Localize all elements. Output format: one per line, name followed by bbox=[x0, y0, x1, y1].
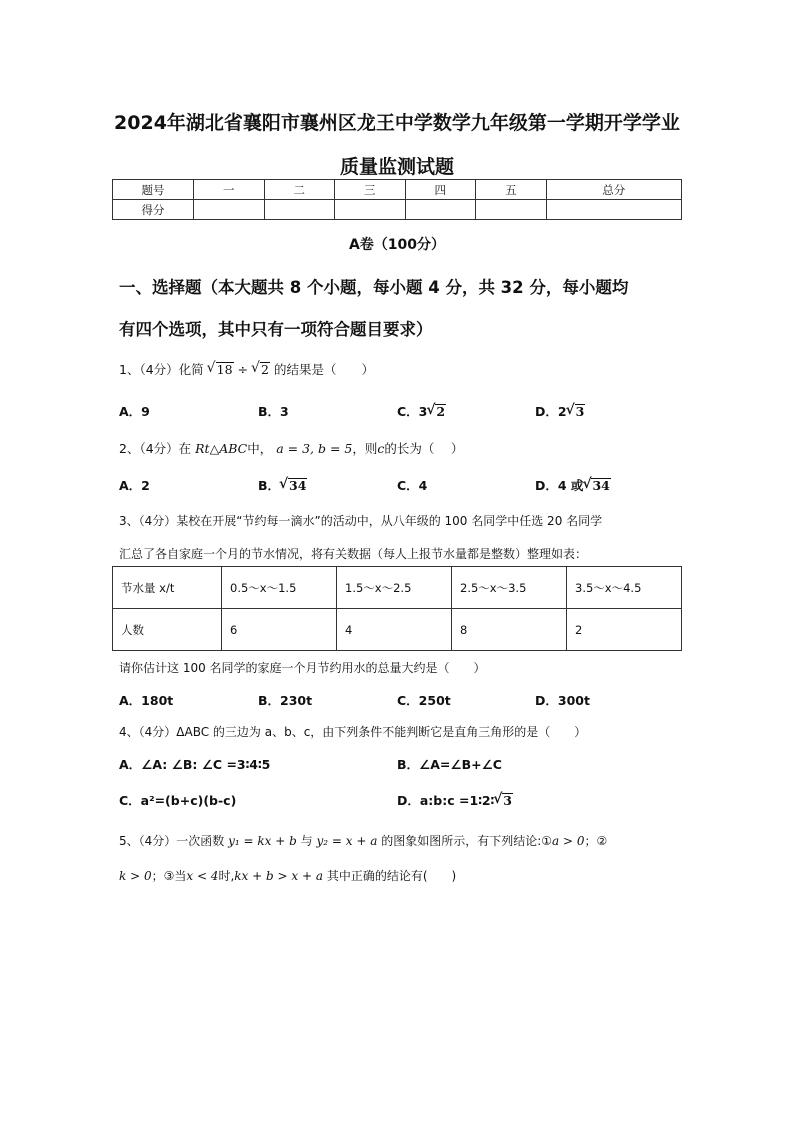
q2-option-a: A．2 bbox=[119, 478, 150, 493]
water-table-cell: 8 bbox=[452, 609, 567, 651]
q1-radical-2: √ 2 bbox=[260, 362, 270, 377]
score-cell: 二 bbox=[264, 180, 335, 200]
score-table-score-row bbox=[113, 200, 682, 220]
water-table-cell: 1.5～x～2.5 bbox=[337, 567, 452, 609]
question-2-stem bbox=[119, 439, 463, 457]
section-heading-line2: 有四个选项，其中只有一项符合题目要求） bbox=[119, 320, 433, 339]
q2-prefix: 2、（4分）在 bbox=[119, 441, 192, 456]
score-cell: 一 bbox=[194, 180, 265, 200]
score-cell: 总分 bbox=[546, 180, 681, 200]
q2-option-c: C．4 bbox=[397, 478, 428, 493]
q2-then: ，则 bbox=[352, 441, 378, 456]
score-input-cell bbox=[546, 200, 681, 220]
volume-heading: A卷（100分） bbox=[348, 237, 446, 253]
q1-option-d-prefix: D．2 bbox=[535, 404, 567, 419]
water-table-cell: 0.5～x～1.5 bbox=[222, 567, 337, 609]
q5-and: 与 bbox=[300, 834, 313, 848]
q1-option-d bbox=[535, 402, 585, 420]
question-1-stem bbox=[119, 360, 374, 378]
q3-option-b: B．230t bbox=[258, 693, 313, 708]
q5-conclusion-1: a > 0 bbox=[552, 834, 585, 848]
score-input-cell bbox=[476, 200, 547, 220]
q2-option-b-radical: √ 34 bbox=[288, 478, 307, 493]
q4-option-d bbox=[397, 791, 513, 809]
score-cell: 题号 bbox=[113, 180, 194, 200]
score-input-cell bbox=[335, 200, 406, 220]
q2-suffix: 的长为（ ） bbox=[384, 441, 464, 456]
question-5-line1 bbox=[119, 832, 607, 849]
score-cell: 五 bbox=[476, 180, 547, 200]
q5-conclusion-3-inequality: kx + b > x + a bbox=[234, 869, 323, 883]
q5-separator: ；② bbox=[584, 834, 608, 848]
q2-triangle: Rt△ABC bbox=[195, 441, 248, 456]
exam-title-line2: 质量监测试题 bbox=[339, 156, 454, 178]
q5-conclusion-3-when: 时, bbox=[218, 869, 235, 883]
q1-option-c bbox=[397, 402, 446, 420]
q2-option-b bbox=[258, 476, 307, 494]
q5-function-1: y₁ = kx + b bbox=[228, 834, 297, 848]
q1-prefix: 1、（4分）化简 bbox=[119, 362, 204, 377]
q5-function-2: y₂ = x + a bbox=[316, 834, 378, 848]
q2-mid: 中， bbox=[247, 441, 273, 456]
score-cell: 得分 bbox=[113, 200, 194, 220]
q5-suffix: 其中正确的结论有( ) bbox=[326, 869, 457, 883]
q3-option-d: D．300t bbox=[535, 693, 590, 708]
q1-option-c-radical: √ 2 bbox=[435, 404, 446, 419]
q1-option-c-prefix: C．3 bbox=[397, 404, 428, 419]
question-3-ask: 请你估计这 100 名同学的家庭一个月节约用水的总量大约是（ ） bbox=[119, 661, 486, 675]
water-table-cell: 节水量 x/t bbox=[113, 567, 222, 609]
question-4-stem: 4、（4分）ΔABC 的三边为 a、b、c，由下列条件不能判断它是直角三角形的是（ ） bbox=[119, 725, 587, 739]
water-table-data-row bbox=[113, 609, 682, 651]
q1-option-a: A．9 bbox=[119, 404, 150, 419]
water-table-cell: 6 bbox=[222, 609, 337, 651]
question-5-line2 bbox=[119, 867, 456, 884]
q3-option-a: A．180t bbox=[119, 693, 174, 708]
q2-option-d-prefix: D．4 或 bbox=[535, 478, 584, 493]
question-3-line2: 汇总了各自家庭一个月的节水情况，将有关数据（每人上报节水量都是整数）整理如表： bbox=[119, 547, 588, 561]
q2-option-d bbox=[535, 476, 611, 494]
q1-option-b: B．3 bbox=[258, 404, 289, 419]
water-table-cell: 3.5～x～4.5 bbox=[567, 567, 682, 609]
q1-operator: ÷ bbox=[237, 362, 249, 377]
q4-option-d-radical: √ 3 bbox=[502, 793, 513, 808]
q5-conclusion-3-prefix: ；③当 bbox=[151, 869, 187, 883]
q2-condition: a = 3, b = 5 bbox=[276, 441, 353, 456]
section-heading-line1: 一、选择题（本大题共 8 个小题，每小题 4 分，共 32 分，每小题均 bbox=[119, 278, 629, 297]
q4-option-c: C．a²=(b+c)(b-c) bbox=[119, 793, 237, 808]
exam-title-line1: 2024年湖北省襄阳市襄州区龙王中学数学九年级第一学期开学学业 bbox=[114, 112, 680, 134]
q1-radical-1: √ 18 bbox=[216, 362, 234, 377]
q1-suffix: 的结果是（ ） bbox=[273, 362, 374, 377]
score-input-cell bbox=[405, 200, 476, 220]
score-table-header-row bbox=[113, 180, 682, 200]
score-cell: 四 bbox=[405, 180, 476, 200]
q5-conclusion-2: k > 0 bbox=[119, 869, 152, 883]
q2-variable: c bbox=[377, 441, 385, 456]
score-table bbox=[112, 179, 682, 220]
q1-option-d-radical: √ 3 bbox=[575, 404, 586, 419]
score-input-cell bbox=[194, 200, 265, 220]
water-table-cell: 2 bbox=[567, 609, 682, 651]
q5-prefix: 5、（4分）一次函数 bbox=[119, 834, 225, 848]
q2-option-b-prefix: B． bbox=[258, 478, 281, 493]
q5-mid: 的图象如图所示，有下列结论:① bbox=[381, 834, 552, 848]
water-table-cell: 人数 bbox=[113, 609, 222, 651]
q3-option-c: C．250t bbox=[397, 693, 451, 708]
q5-conclusion-3-condition: x < 4 bbox=[186, 869, 219, 883]
water-table-cell: 4 bbox=[337, 609, 452, 651]
q2-option-d-radical: √ 34 bbox=[591, 478, 610, 493]
score-input-cell bbox=[264, 200, 335, 220]
q4-option-b: B．∠A=∠B+∠C bbox=[397, 757, 502, 772]
water-table-header-row bbox=[113, 567, 682, 609]
water-saving-table bbox=[112, 566, 682, 651]
water-table-cell: 2.5～x～3.5 bbox=[452, 567, 567, 609]
q4-option-d-prefix: D．a:b:c =1∶2∶ bbox=[397, 793, 495, 808]
q4-option-a: A．∠A: ∠B: ∠C =3∶4∶5 bbox=[119, 757, 271, 772]
question-3-line1: 3、（4分）某校在开展“节约每一滴水”的活动中，从八年级的 100 名同学中任选 20 名同学 bbox=[119, 514, 603, 528]
score-cell: 三 bbox=[335, 180, 406, 200]
